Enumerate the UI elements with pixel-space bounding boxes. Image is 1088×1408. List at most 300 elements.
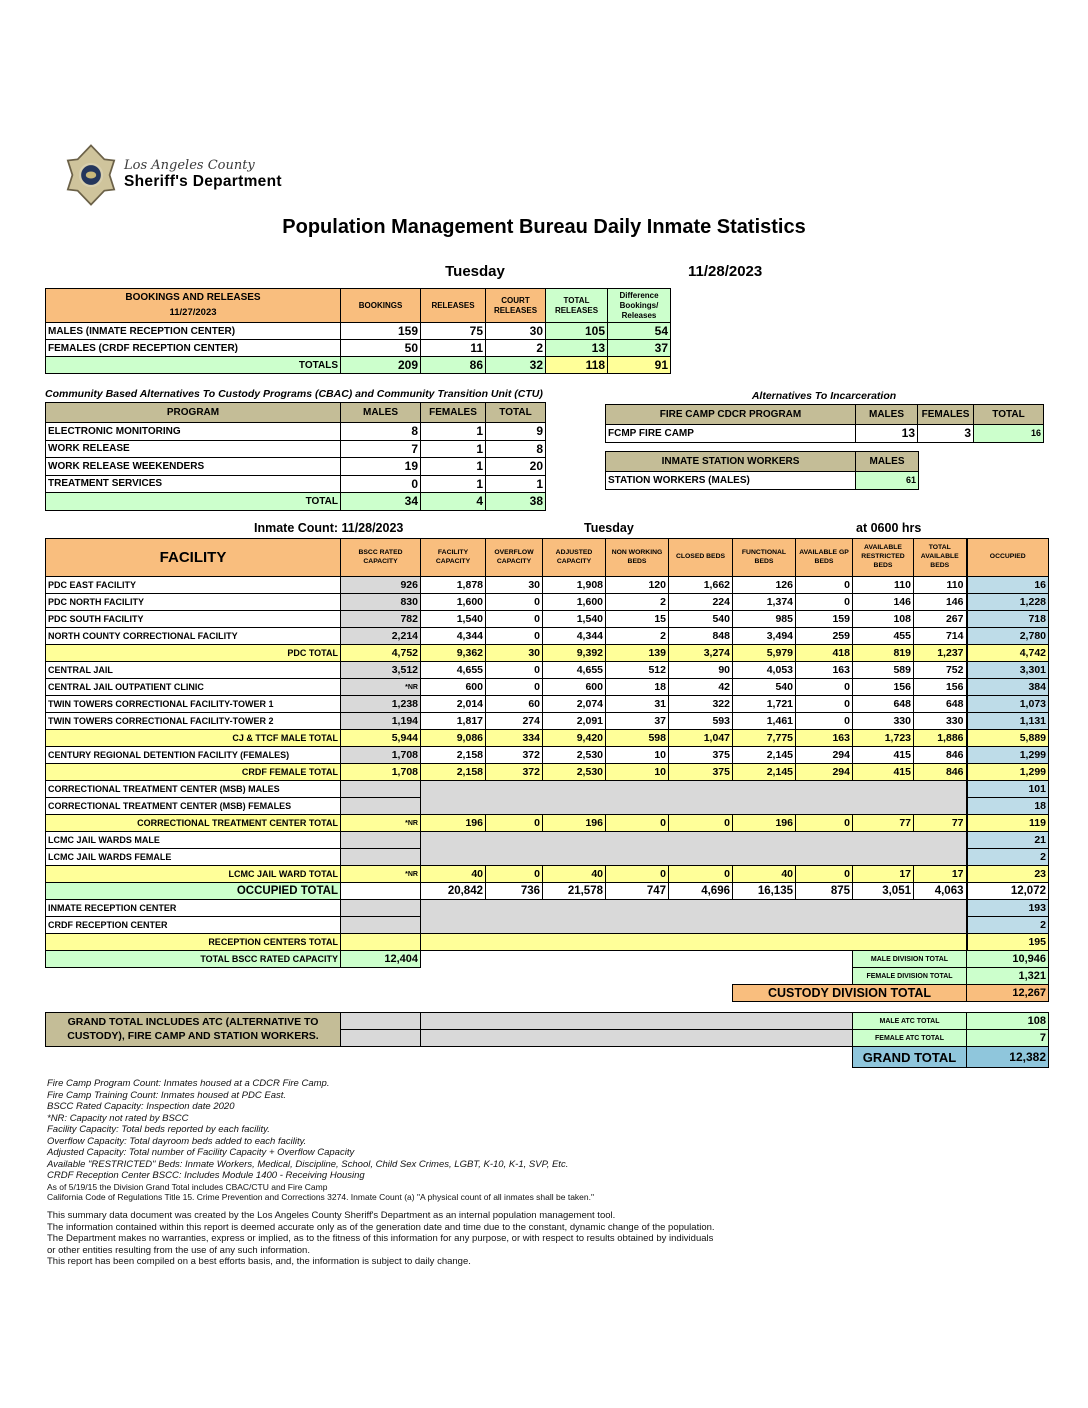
occupied-cell: 23 (967, 866, 1049, 883)
row-label: ELECTRONIC MONITORING (46, 423, 341, 441)
bookings-header-row (46, 289, 671, 323)
row-label: TREATMENT SERVICES (46, 475, 341, 493)
value-cell: 0 (669, 815, 733, 832)
value-cell: 9 (486, 423, 546, 441)
occupied-cell: 1,131 (967, 713, 1049, 730)
value-cell: 1 (421, 440, 486, 458)
facility-section (45, 538, 1049, 1002)
row-label: CORRECTIONAL TREATMENT CENTER TOTAL (46, 815, 341, 832)
disclaimer (47, 1210, 715, 1268)
cbac-section (45, 402, 546, 511)
value-cell: 648 (853, 696, 914, 713)
value-cell: 10 (606, 764, 669, 781)
row-label: NORTH COUNTY CORRECTIONAL FACILITY (46, 628, 341, 645)
row-label: WORK RELEASE WEEKENDERS (46, 458, 341, 476)
row-label: TWIN TOWERS CORRECTIONAL FACILITY-TOWER 1 (46, 696, 341, 713)
bscc-cell: 2,214 (341, 628, 421, 645)
value-cell: 4,655 (543, 662, 606, 679)
value-cell: 196 (733, 815, 796, 832)
value-cell: 1 (421, 423, 486, 441)
value-cell: 40 (543, 866, 606, 883)
cbac-title: Community Based Alternatives To Custody Programs (CBAC) and Community Transition Unit (CTU) (45, 388, 543, 400)
occupied-cell: 101 (967, 781, 1049, 798)
occupied-cell: 3,301 (967, 662, 1049, 679)
value-cell: 848 (669, 628, 733, 645)
column-header: Difference Bookings/ Releases (608, 289, 671, 323)
value-cell: 146 (853, 594, 914, 611)
bscc-cell (341, 917, 421, 934)
bookings-releases-table (45, 288, 671, 374)
bookings-row (46, 323, 671, 340)
sheriff-badge-logo (62, 144, 120, 211)
station-workers-table (605, 451, 919, 490)
bscc-cell (341, 900, 421, 917)
facility-row (46, 934, 1049, 951)
value-cell: 120 (606, 577, 669, 594)
value-cell: 294 (796, 764, 853, 781)
footnote-line: California Code of Regulations Title 15. Crime Prevention and Corrections 3274. Inmate Count (a) "A physical count of all inmates shall be taken." (47, 1192, 595, 1202)
value-cell: 40 (421, 866, 486, 883)
occupied-cell: 195 (967, 934, 1049, 951)
spacer (46, 1047, 853, 1068)
value-cell: 0 (796, 577, 853, 594)
value-cell: 0 (606, 815, 669, 832)
facility-row (46, 662, 1049, 679)
facility-row (46, 730, 1049, 747)
value-cell: 593 (669, 713, 733, 730)
value-cell: 0 (606, 866, 669, 883)
value-cell: 274 (486, 713, 543, 730)
value-cell: 598 (606, 730, 669, 747)
bscc-cell: 1,708 (341, 764, 421, 781)
value-cell: 0 (796, 866, 853, 883)
alternatives-title: Alternatives To Incarceration (751, 390, 897, 402)
value-cell: 0 (486, 662, 543, 679)
column-header: FACILITY CAPACITY (421, 539, 486, 577)
value-cell: 330 (914, 713, 967, 730)
value-cell: 50 (341, 340, 421, 357)
column-header: PROGRAM (46, 403, 341, 423)
value-cell: 77 (853, 815, 914, 832)
value-cell: 0 (796, 679, 853, 696)
value-cell: 5,979 (733, 645, 796, 662)
row-label: LCMC JAIL WARD TOTAL (46, 866, 341, 883)
station-workers-section (605, 451, 919, 490)
column-header: CLOSED BEDS (669, 539, 733, 577)
footnote-line: Facility Capacity: Total beds reported by each facility. (47, 1124, 270, 1135)
occupied-cell: 21 (967, 832, 1049, 849)
bscc-cell (341, 883, 421, 900)
occupied-cell: 2 (967, 849, 1049, 866)
value-cell: 54 (608, 323, 671, 340)
value-cell: 2 (486, 340, 546, 357)
facility-row (46, 713, 1049, 730)
value-cell: 2,145 (733, 764, 796, 781)
occupied-cell: 16 (967, 577, 1049, 594)
bookings-title: BOOKINGS AND RELEASES (125, 292, 261, 304)
grand-total-row (46, 1047, 1049, 1068)
bscc-cell (341, 832, 421, 849)
value-cell: 13 (856, 425, 918, 443)
value-cell: 3,494 (733, 628, 796, 645)
totals-value: 209 (341, 357, 421, 374)
facility-row (46, 815, 1049, 832)
grand-total-value: 12,382 (967, 1047, 1049, 1068)
row-label: LCMC JAIL WARDS MALE (46, 832, 341, 849)
facility-statistics-table (45, 538, 1049, 1002)
value-cell: 0 (486, 866, 543, 883)
value-cell: 1,908 (543, 577, 606, 594)
value-cell: 0 (486, 679, 543, 696)
value-cell: 0 (796, 696, 853, 713)
empty-cell (341, 1013, 421, 1030)
column-header: MALES (856, 405, 918, 425)
value-cell: 1,886 (914, 730, 967, 747)
value-cell: 334 (486, 730, 543, 747)
row-label: CRDF FEMALE TOTAL (46, 764, 341, 781)
empty-cell (421, 1013, 853, 1030)
county-name: Los Angeles County (124, 158, 255, 173)
value-cell: 747 (606, 883, 669, 900)
inmate-count-day: Tuesday (584, 521, 634, 535)
value-cell: 31 (606, 696, 669, 713)
row-label: PDC SOUTH FACILITY (46, 611, 341, 628)
row-label: FEMALES (CRDF RECEPTION CENTER) (46, 340, 341, 357)
bscc-cell (341, 798, 421, 815)
occupied-cell: 1,073 (967, 696, 1049, 713)
spacer (46, 968, 853, 985)
value-cell: 10 (606, 747, 669, 764)
occupied-cell: 2 (967, 917, 1049, 934)
value-cell: 1,600 (421, 594, 486, 611)
value-cell: 1,723 (853, 730, 914, 747)
value-cell: 0 (486, 611, 543, 628)
value-cell: 1,461 (733, 713, 796, 730)
footnote-line: Overflow Capacity: Total dayroom beds added to each facility. (47, 1135, 307, 1147)
column-header: TOTAL RELEASES (546, 289, 608, 323)
value-cell: 2,014 (421, 696, 486, 713)
bscc-cell: 1,194 (341, 713, 421, 730)
empty-cell (421, 1030, 853, 1047)
bscc-cell (341, 849, 421, 866)
merged-empty-cell (421, 832, 967, 866)
value-cell: 40 (733, 866, 796, 883)
value-cell: 163 (796, 662, 853, 679)
row-label: WORK RELEASE (46, 440, 341, 458)
totals-value: 118 (546, 357, 608, 374)
bookings-row (46, 340, 671, 357)
value-cell: 1 (421, 475, 486, 493)
fire-camp-header-row (606, 405, 1044, 425)
value-cell: 375 (669, 747, 733, 764)
footnote-line: Fire Camp Training Count: Inmates housed at PDC East. (47, 1089, 287, 1101)
merged-empty-cell (421, 934, 967, 951)
value-cell: 16 (974, 425, 1044, 443)
facility-row (46, 679, 1049, 696)
value-cell: 163 (796, 730, 853, 747)
column-header: FEMALES (918, 405, 974, 425)
female-atc-value: 7 (967, 1030, 1049, 1047)
value-cell: 30 (486, 577, 543, 594)
value-cell: 37 (606, 713, 669, 730)
column-header: OCCUPIED (967, 539, 1049, 577)
station-workers-header-row (606, 452, 919, 472)
column-header: INMATE STATION WORKERS (606, 452, 856, 472)
occupied-cell: 18 (967, 798, 1049, 815)
value-cell: 512 (606, 662, 669, 679)
value-cell: 0 (796, 815, 853, 832)
facility-footer-row (46, 951, 1049, 968)
totals-label: TOTAL (46, 493, 341, 511)
value-cell: 90 (669, 662, 733, 679)
grand-total-section (45, 1012, 1049, 1068)
value-cell: 540 (733, 679, 796, 696)
column-header: RELEASES (421, 289, 486, 323)
column-header: COURT RELEASES (486, 289, 546, 323)
value-cell: 4,655 (421, 662, 486, 679)
value-cell: 418 (796, 645, 853, 662)
occupied-cell: 1,299 (967, 747, 1049, 764)
value-cell: 1,540 (543, 611, 606, 628)
column-header: TOTAL (974, 405, 1044, 425)
row-label: CENTRAL JAIL OUTPATIENT CLINIC (46, 679, 341, 696)
footnote-line: Available "RESTRICTED" Beds: Inmate Workers, Medical, Discipline, School, Child Sex Crimes, LGBT, K-10, K-1, SVP, Etc. (47, 1158, 569, 1170)
value-cell: 0 (486, 628, 543, 645)
bscc-cell (341, 781, 421, 798)
row-label: CJ & TTCF MALE TOTAL (46, 730, 341, 747)
bscc-cell: 4,752 (341, 645, 421, 662)
grand-total-row (46, 1013, 1049, 1030)
male-atc-value: 108 (967, 1013, 1049, 1030)
value-cell: 105 (546, 323, 608, 340)
value-cell: 1,374 (733, 594, 796, 611)
spacer (46, 985, 733, 1002)
facility-row (46, 866, 1049, 883)
row-label: LCMC JAIL WARDS FEMALE (46, 849, 341, 866)
value-cell: 110 (914, 577, 967, 594)
report-date: 11/28/2023 (688, 263, 763, 280)
value-cell: 9,086 (421, 730, 486, 747)
footnote-line: Adjusted Capacity: Total number of Facility Capacity + Overflow Capacity (47, 1147, 355, 1158)
value-cell: 846 (914, 764, 967, 781)
value-cell: 9,420 (543, 730, 606, 747)
facility-row (46, 577, 1049, 594)
facility-row (46, 764, 1049, 781)
value-cell: 139 (606, 645, 669, 662)
facility-row (46, 747, 1049, 764)
totals-value: 86 (421, 357, 486, 374)
footnote-line: As of 5/19/15 the Division Grand Total includes CBAC/CTU and Fire Camp (47, 1181, 328, 1192)
bookings-subtitle: 11/27/2023 (169, 306, 217, 318)
occupied-cell: 1,228 (967, 594, 1049, 611)
footnote-line: *NR: Capacity not rated by BSCC (47, 1112, 189, 1124)
facility-footer-row (46, 985, 1049, 1002)
value-cell: 259 (796, 628, 853, 645)
totals-value: 91 (608, 357, 671, 374)
value-cell: 714 (914, 628, 967, 645)
facility-footer-row (46, 968, 1049, 985)
bscc-cell: 3,512 (341, 662, 421, 679)
fire-camp-section (605, 404, 1044, 443)
occupied-cell: 384 (967, 679, 1049, 696)
female-division-value: 1,321 (967, 968, 1049, 985)
cbac-totals-row (46, 493, 546, 511)
facility-row (46, 900, 1049, 917)
value-cell: 985 (733, 611, 796, 628)
row-label: CENTURY REGIONAL DETENTION FACILITY (FEMALES) (46, 747, 341, 764)
column-header: BSCC RATED CAPACITY (341, 539, 421, 577)
facility-row (46, 832, 1049, 849)
footnote-line: Fire Camp Program Count: Inmates housed at a CDCR Fire Camp. (47, 1078, 330, 1089)
row-label: CORRECTIONAL TREATMENT CENTER (MSB) FEMALES (46, 798, 341, 815)
value-cell: 1,540 (421, 611, 486, 628)
value-cell: 600 (543, 679, 606, 696)
footnotes (47, 1078, 594, 1203)
total-bscc-value: 12,404 (341, 951, 421, 968)
value-cell: 159 (341, 323, 421, 340)
value-cell: 2 (606, 594, 669, 611)
column-header: OVERFLOW CAPACITY (486, 539, 543, 577)
report-day: Tuesday (445, 263, 505, 280)
value-cell: 42 (669, 679, 733, 696)
value-cell: 3,274 (669, 645, 733, 662)
bscc-cell: 830 (341, 594, 421, 611)
cbac-table (45, 402, 546, 511)
value-cell: 156 (853, 679, 914, 696)
column-header: AVAILABLE RESTRICTED BEDS (853, 539, 914, 577)
bscc-cell: 5,944 (341, 730, 421, 747)
value-cell: 2,158 (421, 747, 486, 764)
value-cell: 589 (853, 662, 914, 679)
value-cell: 4,344 (421, 628, 486, 645)
value-cell: 294 (796, 747, 853, 764)
bscc-cell: 1,708 (341, 747, 421, 764)
value-cell: 322 (669, 696, 733, 713)
inmate-count-time: at 0600 hrs (856, 521, 922, 535)
value-cell: 736 (486, 883, 543, 900)
fire-camp-table (605, 404, 1044, 443)
facility-row (46, 696, 1049, 713)
value-cell: 600 (421, 679, 486, 696)
bscc-cell (341, 934, 421, 951)
totals-value: 4 (421, 493, 486, 511)
value-cell: 3 (918, 425, 974, 443)
row-label: MALES (INMATE RECEPTION CENTER) (46, 323, 341, 340)
column-header: BOOKINGS (341, 289, 421, 323)
value-cell: 372 (486, 764, 543, 781)
value-cell: 875 (796, 883, 853, 900)
column-header: TOTAL AVAILABLE BEDS (914, 539, 967, 577)
footnote-line: CRDF Reception Center BSCC: Includes Module 1400 - Receiving Housing (47, 1170, 365, 1181)
bscc-cell: 1,238 (341, 696, 421, 713)
bookings-title-cell (46, 289, 341, 323)
value-cell: 819 (853, 645, 914, 662)
page-title: Population Management Bureau Daily Inmate Statistics (282, 216, 806, 238)
column-header: FEMALES (421, 403, 486, 423)
value-cell: 455 (853, 628, 914, 645)
column-header: FUNCTIONAL BEDS (733, 539, 796, 577)
totals-value: 32 (486, 357, 546, 374)
custody-division-label: CUSTODY DIVISION TOTAL (733, 985, 967, 1002)
bscc-cell: *NR (341, 866, 421, 883)
value-cell: 330 (853, 713, 914, 730)
bscc-cell: *NR (341, 815, 421, 832)
value-cell: 415 (853, 747, 914, 764)
value-cell: 9,392 (543, 645, 606, 662)
cbac-header-row (46, 403, 546, 423)
value-cell: 20 (486, 458, 546, 476)
row-label: INMATE RECEPTION CENTER (46, 900, 341, 917)
value-cell: 375 (669, 764, 733, 781)
value-cell: 2 (606, 628, 669, 645)
value-cell: 17 (914, 866, 967, 883)
value-cell: 2,158 (421, 764, 486, 781)
column-header: FACILITY (46, 539, 341, 577)
value-cell: 1,237 (914, 645, 967, 662)
value-cell: 108 (853, 611, 914, 628)
row-label: TWIN TOWERS CORRECTIONAL FACILITY-TOWER 2 (46, 713, 341, 730)
footnote-line: BSCC Rated Capacity: Inspection date 2020 (47, 1101, 235, 1112)
disclaimer-line: This report has been compiled on a best efforts basis, and, the information is subject to daily change. (47, 1256, 471, 1267)
cbac-row (46, 475, 546, 493)
value-cell: 846 (914, 747, 967, 764)
row-label: RECEPTION CENTERS TOTAL (46, 934, 341, 951)
row-label: CENTRAL JAIL (46, 662, 341, 679)
custody-division-value: 12,267 (967, 985, 1049, 1002)
value-cell: 1 (421, 458, 486, 476)
value-cell: 156 (914, 679, 967, 696)
value-cell: 7,775 (733, 730, 796, 747)
totals-label: TOTALS (46, 357, 341, 374)
value-cell: 0 (796, 594, 853, 611)
spacer (421, 951, 853, 968)
row-label: CORRECTIONAL TREATMENT CENTER (MSB) MALES (46, 781, 341, 798)
occupied-cell: 12,072 (967, 883, 1049, 900)
facility-row (46, 611, 1049, 628)
column-header: MALES (341, 403, 421, 423)
facility-header-row (46, 539, 1049, 577)
value-cell: 4,063 (914, 883, 967, 900)
value-cell: 15 (606, 611, 669, 628)
male-atc-label: MALE ATC TOTAL (853, 1013, 967, 1030)
row-label: OCCUPIED TOTAL (46, 883, 341, 900)
department-name: Sheriff's Department (124, 173, 282, 190)
value-cell: 30 (486, 323, 546, 340)
value-cell: 752 (914, 662, 967, 679)
value-cell: 30 (486, 645, 543, 662)
value-cell: 372 (486, 747, 543, 764)
value-cell: 21,578 (543, 883, 606, 900)
totals-value: 38 (486, 493, 546, 511)
value-cell: 1 (486, 475, 546, 493)
value-cell: 1,600 (543, 594, 606, 611)
value-cell: 18 (606, 679, 669, 696)
value-cell: 540 (669, 611, 733, 628)
female-division-label: FEMALE DIVISION TOTAL (853, 968, 967, 985)
bookings-releases-section (45, 288, 671, 374)
merged-empty-cell (421, 900, 967, 934)
column-header: MALES (856, 452, 919, 472)
empty-cell (341, 1030, 421, 1047)
value-cell: 75 (421, 323, 486, 340)
value-cell: 159 (796, 611, 853, 628)
value-cell: 1,817 (421, 713, 486, 730)
value-cell: 7 (341, 440, 421, 458)
value-cell: 1,662 (669, 577, 733, 594)
male-division-value: 10,946 (967, 951, 1049, 968)
row-label: STATION WORKERS (MALES) (606, 472, 856, 490)
occupied-cell: 119 (967, 815, 1049, 832)
